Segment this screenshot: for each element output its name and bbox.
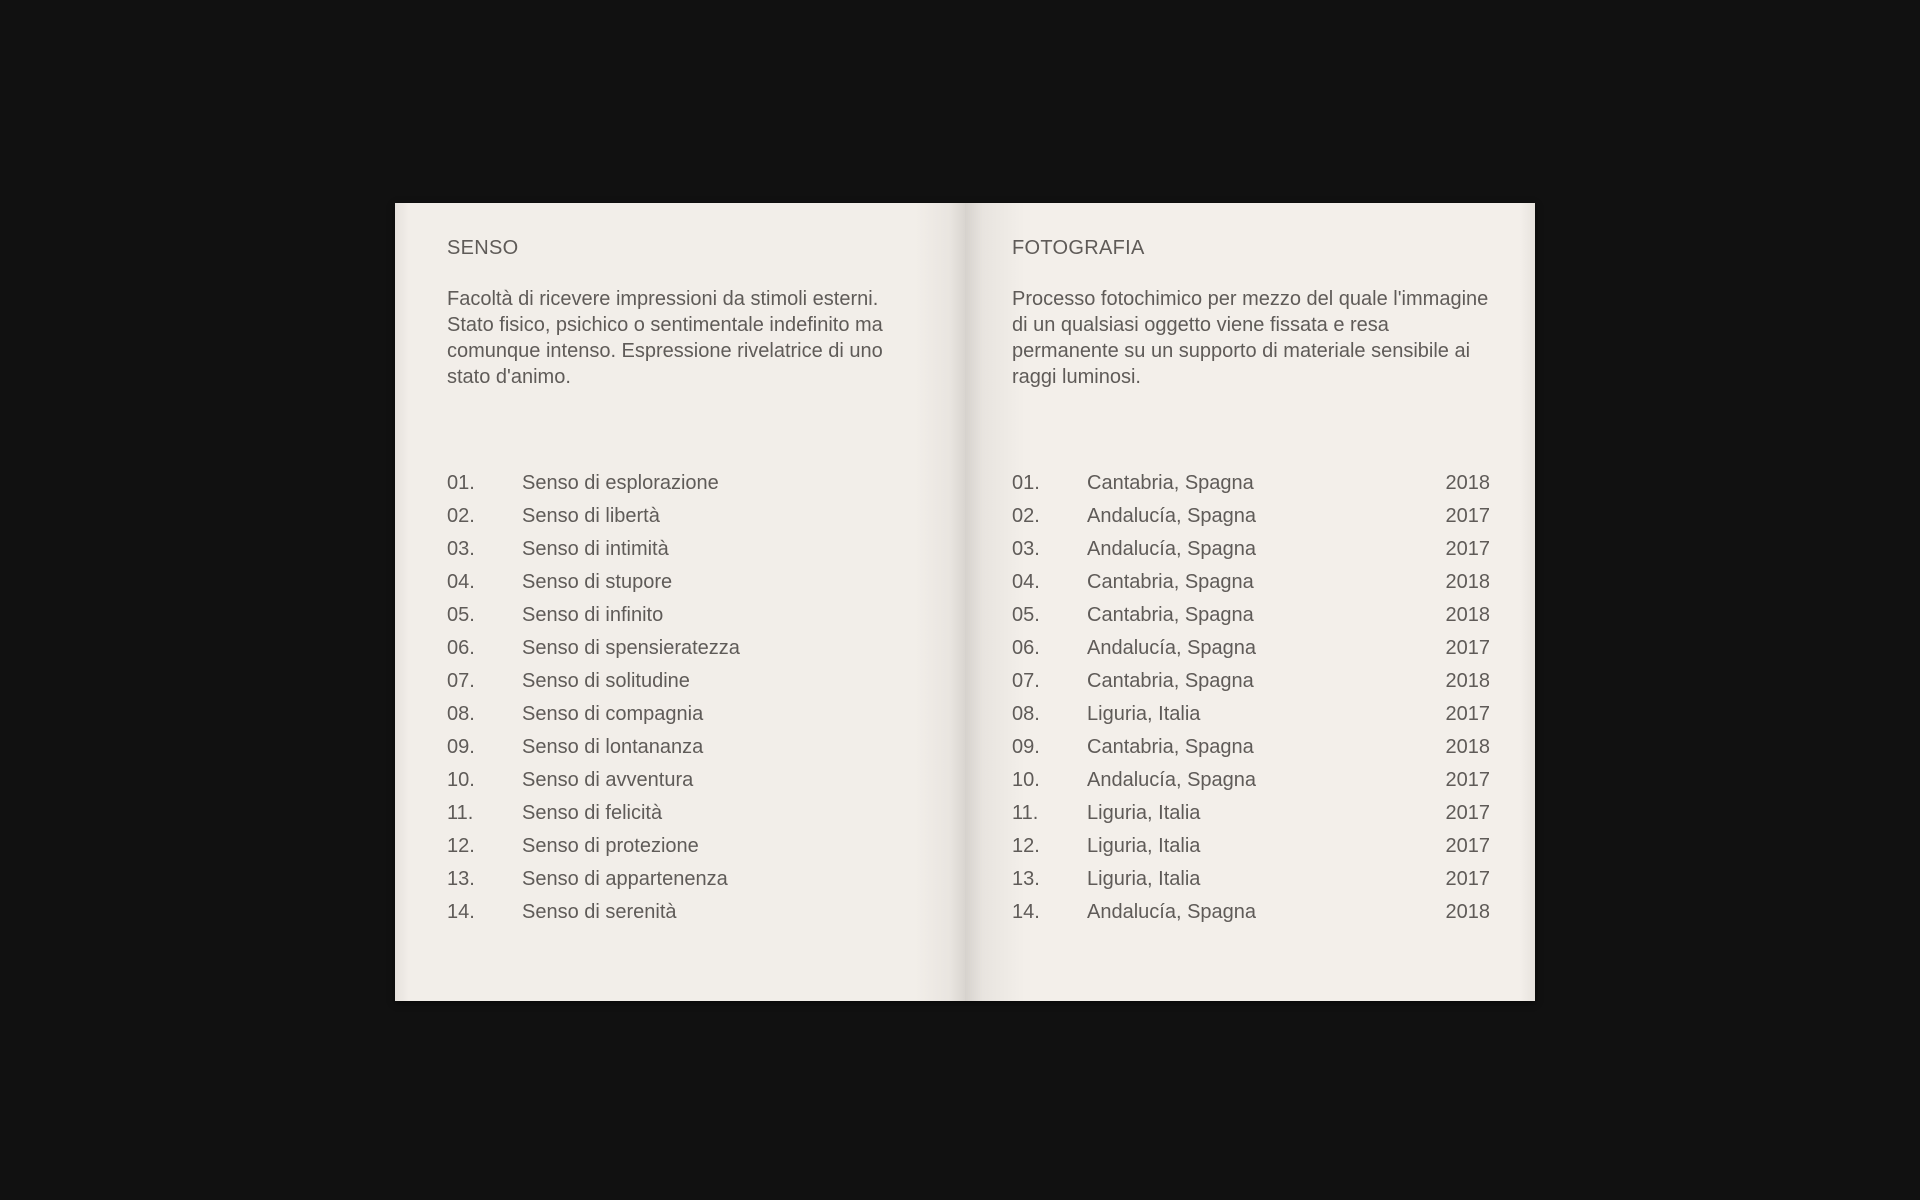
item-place: Cantabria, Spagna (1087, 670, 1254, 692)
senso-list (447, 467, 917, 929)
item-label: Senso di avventura (522, 769, 694, 791)
list-item (447, 896, 917, 929)
item-place: Liguria, Italia (1087, 835, 1201, 857)
list-item (1012, 632, 1490, 665)
list-item (1012, 797, 1490, 830)
item-place: Cantabria, Spagna (1087, 472, 1254, 494)
left-page-definition: Facoltà di ricevere impressioni da stimoli esterni. Stato fisico, psichico o sentimentale indefinito ma comunque intenso. Espressione rivelatrice di uno stato d'animo. (447, 288, 883, 388)
list-item (1012, 863, 1490, 896)
item-number: 13. (1012, 868, 1040, 890)
item-number: 11. (1012, 802, 1039, 824)
list-item (447, 599, 917, 632)
right-page-title: FOTOGRAFIA (1012, 237, 1145, 259)
item-number: 05. (447, 604, 475, 626)
item-number: 13. (447, 868, 475, 890)
item-number: 11. (447, 802, 474, 824)
list-item (447, 731, 917, 764)
item-year: 2018 (1445, 901, 1490, 923)
item-year: 2018 (1445, 736, 1490, 758)
item-place: Liguria, Italia (1087, 802, 1201, 824)
list-item (1012, 467, 1490, 500)
item-place: Cantabria, Spagna (1087, 571, 1254, 593)
item-number: 09. (447, 736, 475, 758)
item-label: Senso di protezione (522, 835, 699, 857)
item-year: 2017 (1445, 769, 1490, 791)
item-label: Senso di felicità (522, 802, 663, 824)
list-item (1012, 566, 1490, 599)
item-number: 12. (447, 835, 475, 857)
left-page (395, 203, 965, 1001)
list-item (447, 698, 917, 731)
item-place: Andalucía, Spagna (1087, 769, 1257, 791)
item-place: Andalucía, Spagna (1087, 505, 1257, 527)
item-label: Senso di serenità (522, 901, 677, 923)
item-label: Senso di intimità (522, 538, 669, 560)
item-number: 04. (447, 571, 475, 593)
item-year: 2017 (1445, 802, 1490, 824)
open-booklet (395, 203, 1535, 1001)
item-number: 10. (1012, 769, 1040, 791)
list-item (1012, 698, 1490, 731)
item-year: 2018 (1445, 472, 1490, 494)
item-place: Liguria, Italia (1087, 868, 1201, 890)
item-label: Senso di appartenenza (522, 868, 728, 890)
right-page-definition: Processo fotochimico per mezzo del quale l'immagine di un qualsiasi oggetto viene fissata e resa permanente su un supporto di materiale sensibile ai raggi luminosi. (1012, 288, 1489, 388)
list-item (1012, 731, 1490, 764)
item-place: Cantabria, Spagna (1087, 736, 1254, 758)
list-item (447, 764, 917, 797)
item-number: 14. (1012, 901, 1040, 923)
item-year: 2018 (1445, 670, 1490, 692)
list-item (447, 500, 917, 533)
list-item (447, 632, 917, 665)
left-page-title: SENSO (447, 237, 519, 259)
item-year: 2017 (1445, 505, 1490, 527)
item-number: 01. (447, 472, 475, 494)
item-number: 03. (447, 538, 475, 560)
list-item (447, 467, 917, 500)
list-item (1012, 896, 1490, 929)
item-year: 2018 (1445, 571, 1490, 593)
item-place: Liguria, Italia (1087, 703, 1201, 725)
list-item (447, 566, 917, 599)
list-item (1012, 599, 1490, 632)
item-number: 09. (1012, 736, 1040, 758)
item-label: Senso di lontananza (522, 736, 704, 758)
item-number: 07. (1012, 670, 1040, 692)
list-item (447, 863, 917, 896)
item-label: Senso di infinito (522, 604, 664, 626)
item-number: 14. (447, 901, 475, 923)
item-year: 2017 (1445, 637, 1490, 659)
list-item (447, 665, 917, 698)
list-item (447, 797, 917, 830)
item-label: Senso di spensieratezza (522, 637, 740, 659)
item-number: 06. (1012, 637, 1040, 659)
item-number: 02. (1012, 505, 1040, 527)
fotografia-list (1012, 467, 1490, 929)
list-item (447, 830, 917, 863)
item-year: 2018 (1445, 604, 1490, 626)
item-number: 08. (447, 703, 475, 725)
list-item (1012, 830, 1490, 863)
item-number: 12. (1012, 835, 1040, 857)
item-number: 06. (447, 637, 475, 659)
item-place: Andalucía, Spagna (1087, 901, 1257, 923)
item-place: Andalucía, Spagna (1087, 538, 1257, 560)
item-place: Cantabria, Spagna (1087, 604, 1254, 626)
item-label: Senso di libertà (522, 505, 660, 527)
item-place: Andalucía, Spagna (1087, 637, 1257, 659)
item-number: 10. (447, 769, 475, 791)
item-label: Senso di solitudine (522, 670, 690, 692)
item-number: 08. (1012, 703, 1040, 725)
item-label: Senso di esplorazione (522, 472, 719, 494)
item-number: 07. (447, 670, 475, 692)
list-item (1012, 533, 1490, 566)
list-item (1012, 665, 1490, 698)
item-label: Senso di compagnia (522, 703, 704, 725)
item-number: 03. (1012, 538, 1040, 560)
right-page (965, 203, 1535, 1001)
list-item (1012, 500, 1490, 533)
item-label: Senso di stupore (522, 571, 673, 593)
item-year: 2017 (1445, 868, 1490, 890)
item-number: 02. (447, 505, 475, 527)
item-year: 2017 (1445, 835, 1490, 857)
item-year: 2017 (1445, 703, 1490, 725)
list-item (447, 533, 917, 566)
item-number: 05. (1012, 604, 1040, 626)
list-item (1012, 764, 1490, 797)
item-number: 04. (1012, 571, 1040, 593)
item-year: 2017 (1445, 538, 1490, 560)
item-number: 01. (1012, 472, 1040, 494)
